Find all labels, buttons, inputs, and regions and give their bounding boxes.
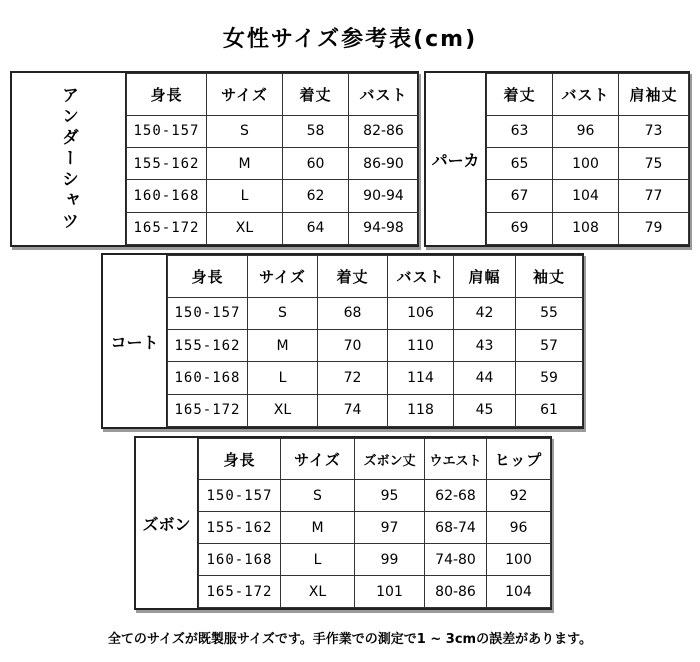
table-row: [168, 297, 583, 329]
header-height: 身長: [168, 256, 248, 298]
cell-height: 160-168: [168, 362, 248, 394]
cell-hip: 92: [487, 480, 551, 512]
coat-size-table: [167, 255, 583, 427]
table-row: [487, 148, 689, 180]
size-disclaimer-note: 全てのサイズが既製服サイズです。手作業での測定で1 ~ 3cmの誤差があります。: [107, 632, 593, 647]
cell-size: XL: [281, 576, 355, 608]
cell-size: S: [248, 297, 318, 329]
cell-shoulder: 45: [454, 394, 516, 426]
cell-bust: 94-98: [349, 212, 419, 244]
cell-length: 68: [318, 297, 388, 329]
cell-size: L: [281, 544, 355, 576]
table-header-row: [127, 74, 419, 116]
table-header-row: [487, 74, 689, 116]
cell-bust: 100: [553, 148, 619, 180]
cell-height: 165-172: [127, 212, 207, 244]
table-row: [127, 148, 419, 180]
cell-hip: 96: [487, 512, 551, 544]
cell-bust: 110: [388, 330, 454, 362]
table-row: [127, 212, 419, 244]
cell-length: 67: [487, 180, 553, 212]
parka-size-block: [424, 71, 690, 247]
cell-length: 74: [318, 394, 388, 426]
cell-height: 155-162: [168, 330, 248, 362]
cell-size: XL: [207, 212, 283, 244]
parka-size-table: [486, 73, 689, 245]
cell-length: 72: [318, 362, 388, 394]
undershirt-size-block: [10, 71, 419, 247]
header-pants-length: ズボン丈: [355, 439, 425, 480]
cell-shoulder-sleeve: 75: [619, 148, 689, 180]
cell-size: L: [248, 362, 318, 394]
table-row: [168, 394, 583, 426]
cell-sleeve: 61: [516, 394, 583, 426]
header-shoulder: 肩幅: [454, 256, 516, 298]
cell-pants-length: 99: [355, 544, 425, 576]
header-length: 着丈: [318, 256, 388, 298]
header-bust: バスト: [349, 74, 419, 116]
header-size: サイズ: [248, 256, 318, 298]
header-height: 身長: [199, 439, 281, 480]
table-row: [199, 544, 551, 576]
cell-length: 69: [487, 212, 553, 244]
pants-size-block: [134, 436, 552, 610]
header-bust: バスト: [553, 74, 619, 116]
cell-waist: 68-74: [425, 512, 487, 544]
cell-length: 60: [283, 148, 349, 180]
table-row: [168, 330, 583, 362]
cell-height: 165-172: [199, 576, 281, 608]
header-size: サイズ: [281, 439, 355, 480]
cell-bust: 104: [553, 180, 619, 212]
table-row: [199, 512, 551, 544]
cell-length: 63: [487, 115, 553, 147]
cell-shoulder: 44: [454, 362, 516, 394]
cell-length: 64: [283, 212, 349, 244]
cell-length: 65: [487, 148, 553, 180]
cell-bust: 82-86: [349, 115, 419, 147]
cell-height: 160-168: [199, 544, 281, 576]
cell-shoulder-sleeve: 77: [619, 180, 689, 212]
cell-pants-length: 101: [355, 576, 425, 608]
cell-size: S: [207, 115, 283, 147]
page-title: 女性サイズ参考表(cm): [222, 27, 478, 52]
cell-waist: 80-86: [425, 576, 487, 608]
cell-length: 58: [283, 115, 349, 147]
header-length: 着丈: [487, 74, 553, 116]
cell-bust: 108: [553, 212, 619, 244]
cell-shoulder-sleeve: 79: [619, 212, 689, 244]
cell-bust: 106: [388, 297, 454, 329]
cell-height: 150-157: [127, 115, 207, 147]
cell-sleeve: 57: [516, 330, 583, 362]
header-waist: ウエスト: [425, 439, 487, 480]
cell-bust: 118: [388, 394, 454, 426]
cell-size: M: [281, 512, 355, 544]
table-row: [199, 576, 551, 608]
cell-size: M: [207, 148, 283, 180]
cell-sleeve: 55: [516, 297, 583, 329]
header-hip: ヒップ: [487, 439, 551, 480]
cell-size: XL: [248, 394, 318, 426]
cell-shoulder-sleeve: 73: [619, 115, 689, 147]
cell-hip: 104: [487, 576, 551, 608]
cell-size: S: [281, 480, 355, 512]
parka-label: パーカ: [426, 73, 487, 245]
cell-height: 155-162: [127, 148, 207, 180]
cell-waist: 62-68: [425, 480, 487, 512]
cell-height: 160-168: [127, 180, 207, 212]
cell-length: 70: [318, 330, 388, 362]
table-row: [127, 115, 419, 147]
cell-size: M: [248, 330, 318, 362]
header-length: 着丈: [283, 74, 349, 116]
header-shoulder-sleeve: 肩袖丈: [619, 74, 689, 116]
cell-height: 150-157: [199, 480, 281, 512]
pants-size-table: [198, 438, 551, 608]
cell-pants-length: 95: [355, 480, 425, 512]
cell-size: L: [207, 180, 283, 212]
cell-bust: 86-90: [349, 148, 419, 180]
table-row: [487, 115, 689, 147]
cell-pants-length: 97: [355, 512, 425, 544]
cell-length: 62: [283, 180, 349, 212]
undershirt-size-table: [126, 73, 419, 245]
header-bust: バスト: [388, 256, 454, 298]
cell-bust: 96: [553, 115, 619, 147]
cell-bust: 114: [388, 362, 454, 394]
cell-shoulder: 42: [454, 297, 516, 329]
cell-height: 150-157: [168, 297, 248, 329]
table-row: [127, 180, 419, 212]
coat-size-block: [101, 253, 584, 429]
coat-label: コート: [103, 255, 168, 427]
table-header-row: [199, 439, 551, 480]
cell-waist: 74-80: [425, 544, 487, 576]
header-sleeve: 袖丈: [516, 256, 583, 298]
table-header-row: [168, 256, 583, 298]
header-height: 身長: [127, 74, 207, 116]
pants-label: ズボン: [136, 438, 199, 608]
cell-height: 155-162: [199, 512, 281, 544]
header-size: サイズ: [207, 74, 283, 116]
table-row: [168, 362, 583, 394]
undershirt-label: アンダーシャツ: [12, 73, 127, 245]
cell-bust: 90-94: [349, 180, 419, 212]
cell-shoulder: 43: [454, 330, 516, 362]
table-row: [199, 480, 551, 512]
table-row: [487, 180, 689, 212]
table-row: [487, 212, 689, 244]
cell-hip: 100: [487, 544, 551, 576]
cell-sleeve: 59: [516, 362, 583, 394]
cell-height: 165-172: [168, 394, 248, 426]
